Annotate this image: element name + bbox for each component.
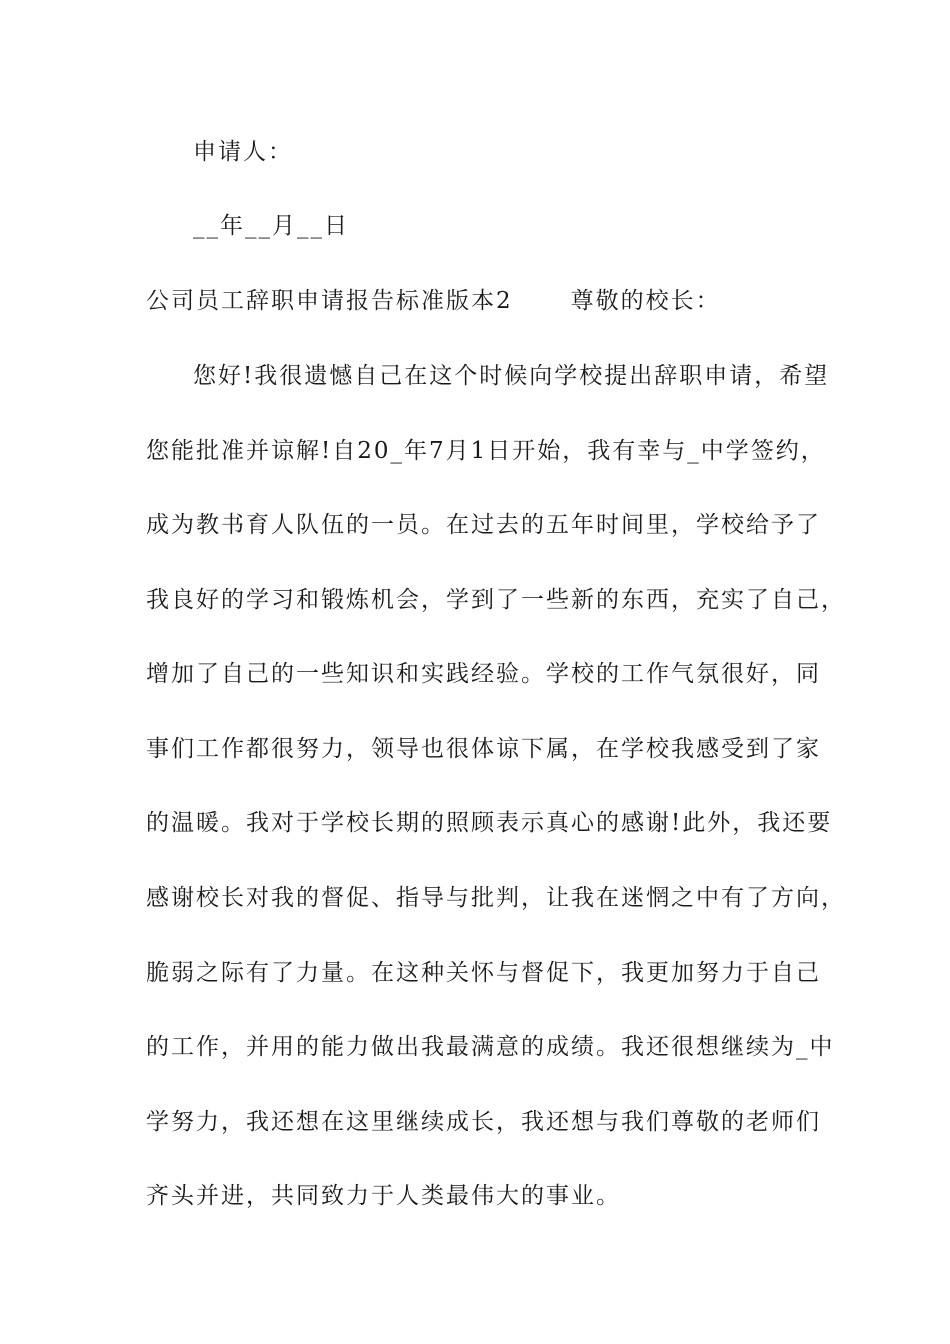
body-line-10: 的工作，并用的能力做出我最满意的成绩。我还很想继续为_中 [146,1034,835,1060]
body-line-8: 感谢校长对我的督促、指导与批判，让我在迷惘之中有了方向， [146,885,846,911]
date-line: __年__月__日 [193,213,349,239]
body-line-6: 事们工作都很努力，领导也很体谅下属，在学校我感受到了家 [146,736,821,762]
body-line-4: 我良好的学习和锻炼机会，学到了一些新的东西，充实了自己， [146,587,846,613]
applicant-label: 申请人： [193,139,293,165]
body-line-1: 您好!我很遗憾自己在这个时候向学校提出辞职申请，希望 [193,363,830,389]
heading-line [146,286,721,316]
body-line-9: 脆弱之际有了力量。在这种关怀与督促下，我更加努力于自己 [146,960,821,986]
body-line-7: 的温暖。我对于学校长期的照顾表示真心的感谢!此外，我还要 [146,810,833,836]
document-heading: 公司员工辞职申请报告标准版本2 [146,288,513,314]
body-line-12: 齐头并进，共同致力于人类最伟大的事业。 [146,1183,621,1209]
body-line-2: 您能批准并谅解!自20_年7月1日开始，我有幸与_中学签约， [146,438,826,464]
body-line-11: 学努力，我还想在这里继续成长，我还想与我们尊敬的老师们 [146,1109,821,1135]
body-line-3: 成为教书育人队伍的一员。在过去的五年时间里，学校给予了 [146,512,821,538]
salutation: 尊敬的校长： [570,288,721,314]
body-line-5: 增加了自己的一些知识和实践经验。学校的工作气氛很好，同 [146,661,821,687]
